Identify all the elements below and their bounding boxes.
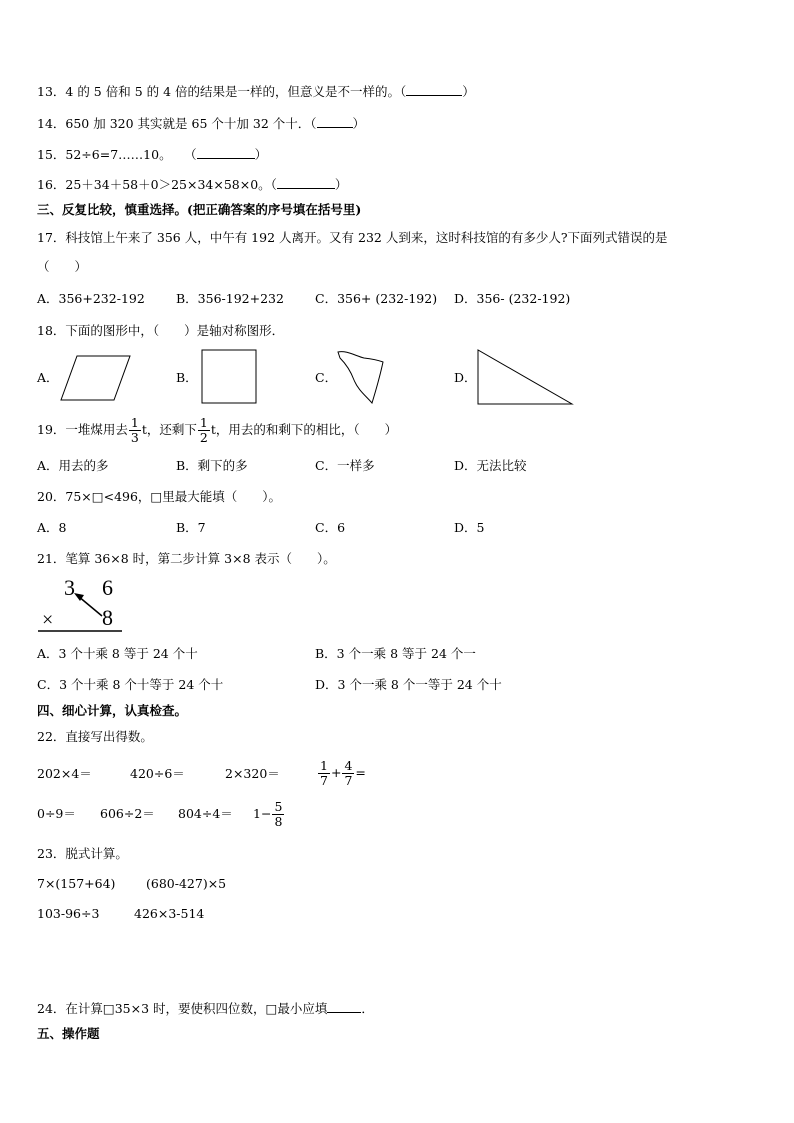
question-13: 13．4 的 5 倍和 5 的 4 倍的结果是一样的，但意义是不一样的。（ ） [37,84,475,99]
fraction-one-third: $\frac{1}{3}$ [130,415,139,445]
arrow-icon [36,576,126,634]
parallelogram-shape [60,354,132,402]
digit-multiplier: 8 [102,605,113,630]
question-14: 14．650 加 320 其实就是 65 个十加 32 个十．（ ） [37,116,366,131]
option-20a[interactable]: A．8 [37,520,67,535]
option-18a[interactable]: A． [37,370,59,385]
calc-item-fraction-sum: $\frac{1}{7}$ + $\frac{4}{7}$ = [320,758,366,788]
option-18c[interactable]: C． [315,370,338,385]
calc-item: 2×320＝ [225,766,280,781]
calc-item: 202×4＝ [37,766,92,781]
question-20-stem: 20．75×□<496，□里最大能填（ ）。 [37,489,281,504]
question-21-stem: 21．笔算 36×8 时，第二步计算 3×8 表示（ ）。 [37,551,336,566]
option-20b[interactable]: B．7 [176,520,206,535]
question-16: 16．25＋34＋58＋0＞25×34×58×0。（ ） [37,177,348,192]
option-21d[interactable]: D．3 个一乘 8 个一等于 24 个十 [315,677,502,692]
digit-ones: 6 [102,575,113,600]
option-18d[interactable]: D． [454,370,477,385]
option-21c[interactable]: C．3 个十乘 8 个十等于 24 个十 [37,677,224,692]
answer-blank[interactable] [406,83,462,96]
option-19c[interactable]: C．一样多 [315,458,375,473]
option-18b[interactable]: B． [176,370,198,385]
section-5-heading: 五、操作题 [37,1026,100,1041]
question-24: 24．在计算□35×3 时，要使积四位数，□最小应填 ． [37,1001,374,1016]
answer-blank[interactable] [197,146,255,159]
option-20d[interactable]: D．5 [454,520,485,535]
multiplication-figure [36,576,126,634]
irregular-shape [334,348,386,406]
question-17-stem: 17．科技馆上午来了 356 人，中午有 192 人离开。又有 232 人到来，这时科技馆的有多少人?下面列式错误的是 [37,230,668,245]
section-4-heading: 四、细心计算，认真检查。 [37,703,188,718]
answer-blank[interactable] [277,176,335,189]
answer-blank[interactable] [327,1000,361,1013]
answer-blank[interactable] [317,115,353,128]
right-triangle-shape [476,348,576,406]
calc-item: 804÷4＝ [178,806,233,821]
option-19d[interactable]: D．无法比较 [454,458,527,473]
calc-item: 7×(157+64) [37,876,116,891]
times-sign: × [42,609,54,631]
question-23-stem: 23．脱式计算。 [37,846,128,861]
calc-item: 606÷2＝ [100,806,155,821]
digit-tens: 3 [64,575,75,600]
option-21a[interactable]: A．3 个十乘 8 等于 24 个十 [37,646,198,661]
option-21b[interactable]: B．3 个一乘 8 等于 24 个一 [315,646,476,661]
calc-item: (680-427)×5 [146,876,227,891]
square-shape [200,348,260,406]
calc-item: 103-96÷3 [37,906,100,921]
question-18-stem: 18．下面的图形中，（ ）是轴对称图形． [37,323,285,338]
calc-item: 0÷9＝ [37,806,76,821]
question-22-stem: 22．直接写出得数。 [37,729,153,744]
option-20c[interactable]: C．6 [315,520,346,535]
option-17c[interactable]: C．356+ (232-192) [315,291,438,306]
option-19b[interactable]: B．剩下的多 [176,458,248,473]
option-17b[interactable]: B．356-192+232 [176,291,284,306]
question-19-stem: 19．一堆煤用去 $\frac{1}{3}$ t，还剩下 $\frac{1}{2}$ t，用去的和剩下的相比，（ ） [37,415,398,445]
option-17a[interactable]: A．356+232-192 [37,291,145,306]
calc-item: 420÷6＝ [130,766,185,781]
question-15: 15．52÷6=7……10。 （ ） [37,147,268,162]
calc-item: 426×3-514 [134,906,205,921]
option-19a[interactable]: A．用去的多 [37,458,109,473]
fraction-one-half: $\frac{1}{2}$ [199,415,208,445]
option-17d[interactable]: D．356- (232-192) [454,291,571,306]
section-3-heading: 三、反复比较，慎重选择。(把正确答案的序号填在括号里) [37,202,362,217]
question-17-paren[interactable]: （ ） [37,259,88,274]
calc-item-fraction-diff: 1− $\frac{5}{8}$ [253,799,283,829]
